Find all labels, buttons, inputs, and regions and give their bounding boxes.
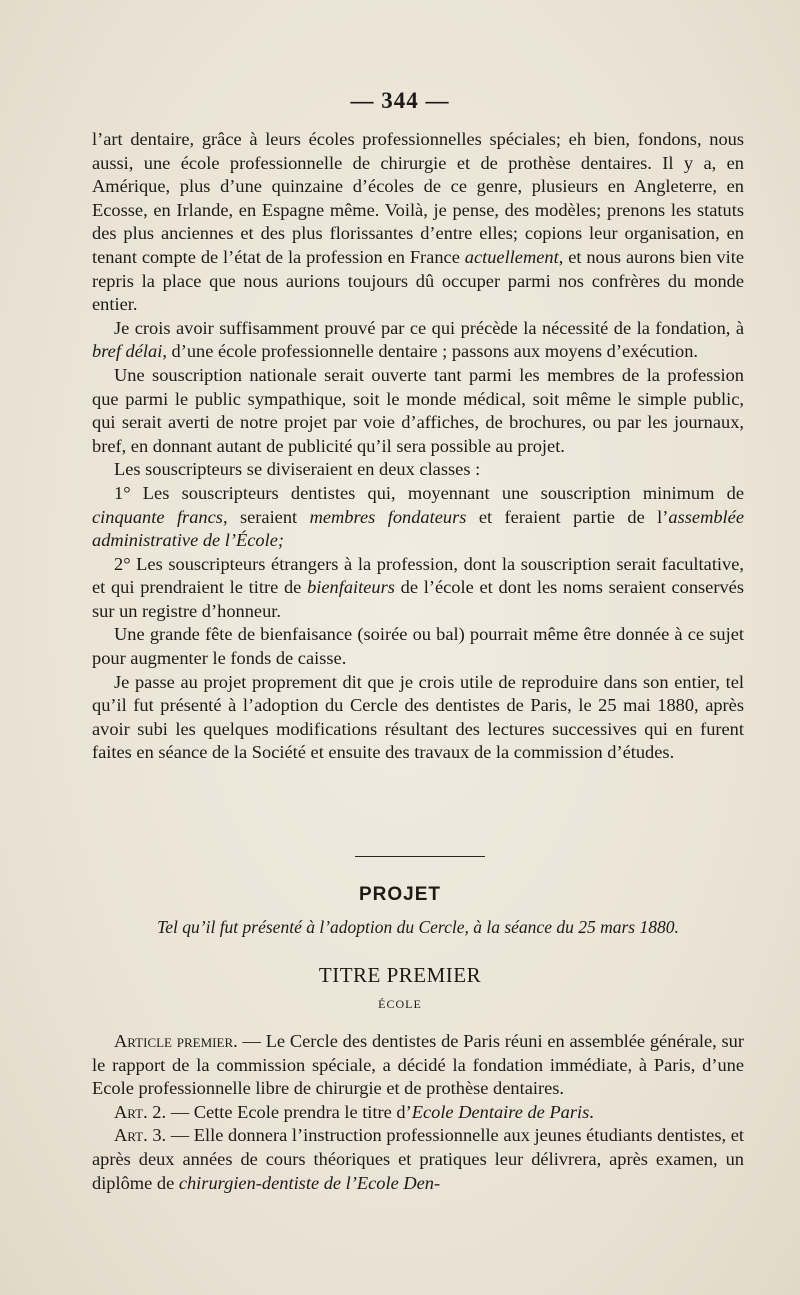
- article: [92, 1101, 744, 1125]
- text-run: , d’une école professionnelle dentaire ; passons aux moyens d’exécution.: [162, 341, 699, 362]
- text-run: Le Cercle des dentistes de Paris réuni en assemblée générale, sur le rapport de la commission spéciale, a décidé la fondation immédiate, à Paris, d’une Ecole professionnelle libre de chirurgie et de prothèse dentaires.: [92, 1031, 744, 1099]
- text-run: Je passe au projet proprement dit que je crois utile de reproduire dans son entier, tel qu’il fut présenté à l’adoption du Cercle des dentistes de Paris, le 25 mai 1880, après avoir subi les quelques modifications résultant des lectures successives qui en furent faites en séance de la Société et ensuite des travaux de la commission d’études.: [92, 671, 744, 763]
- text-run: Une souscription nationale serait ouverte tant parmi les membres de la profession que parmi le public sympathique, soit le monde médical, soit même le simple public, qui serait averti de notre projet par voie d’affiches, de brochures, ou par les journaux, bref, en donnant autant de publicité qu’il sera possible au projet.: [92, 364, 744, 456]
- text-run: de l’école et dont les noms seraient conservés sur un registre d’honneur.: [92, 577, 744, 621]
- paragraph: [92, 553, 744, 624]
- text-run: l’art dentaire, grâce à leurs écoles professionnelles spéciales; eh bien, fondons, nous aussi, une école professionnelle de chirurgie et de prothèse dentaires. Il y a, en Amérique, plus d’une quinzaine d’écoles de ce genre, plusieurs en Angleterre, en Ecosse, en Irlande, en Espagne même. Voilà, je pense, des modèles; prenons les statuts des plus anciennes et des plus florissantes d’entre elles; copions leur organisation, en tenant compte de l’état de la profession en France: [92, 129, 744, 267]
- article-separator: —: [166, 1101, 194, 1122]
- italic-text: Ecole Dentaire de Paris: [411, 1101, 590, 1122]
- text-run: , seraient: [222, 506, 310, 527]
- paragraph: [92, 623, 744, 670]
- articles: [92, 1030, 744, 1195]
- text-run: 2° Les souscripteurs étrangers à la profession, dont la souscription serait facultative, et qui prendraient le titre de: [92, 553, 744, 598]
- text-run: Elle donnera l’instruction professionnelle aux jeunes étudiants dentistes, et après deux années de cours théoriques et pratiques leur délivrera, après examen, un diplôme de: [92, 1125, 744, 1193]
- italic-text: membres fondateurs: [309, 506, 467, 527]
- paragraph: [92, 458, 744, 482]
- page-number: — 344 —: [350, 88, 450, 113]
- italic-text: actuellement: [464, 246, 559, 267]
- section-divider: [355, 856, 485, 857]
- text-run: .: [589, 1101, 594, 1122]
- text-run: Les souscripteurs se diviseraient en deux classes :: [114, 459, 481, 480]
- text-run: Je crois avoir suffisamment prouvé par ce qui précède la nécessité de la fondation, à: [114, 317, 744, 338]
- titre-heading: TITRE PREMIER: [318, 963, 482, 987]
- text-run: et feraient partie de l’: [466, 506, 669, 527]
- projet-subtitle: Tel qu’il fut présenté à l’adoption du Cercle, à la séance du 25 mars 1880.: [157, 917, 679, 937]
- paragraph: [92, 482, 744, 553]
- paragraph: [92, 128, 744, 317]
- section-heading: ÉCOLE: [378, 997, 422, 1011]
- text-run: 1° Les souscripteurs dentistes qui, moyennant une souscription minimum de: [114, 482, 744, 503]
- italic-text: chirurgien-dentiste de l’Ecole Den-: [178, 1172, 441, 1193]
- text-run: Cette Ecole prendra le titre d’: [193, 1101, 412, 1122]
- text-run: Une grande fête de bienfaisance (soirée ou bal) pourrait même être donnée à ce sujet pour augmenter le fonds de caisse.: [92, 624, 744, 669]
- article-separator: . —: [233, 1031, 266, 1051]
- italic-text: cinquante francs: [92, 506, 223, 527]
- paragraph: [92, 671, 744, 765]
- projet-heading: PROJET: [358, 884, 442, 905]
- italic-text: assemblée administrative de l’École;: [92, 506, 744, 551]
- text-run: , et nous aurons bien vite repris la place que nous aurions toujours dû occuper parmi nos confrères du monde entier.: [92, 246, 744, 315]
- article-label: Art. 3.: [114, 1125, 167, 1146]
- italic-text: bienfaiteurs: [307, 577, 395, 598]
- body-text: [92, 128, 744, 765]
- article: [92, 1030, 744, 1101]
- article-label: Art. 2.: [114, 1101, 167, 1122]
- paragraph: [92, 364, 744, 458]
- article-separator: —: [166, 1125, 194, 1146]
- paragraph: [92, 317, 744, 364]
- article-label: Article premier: [114, 1031, 234, 1051]
- italic-text: bref délai: [92, 341, 163, 362]
- article: [92, 1124, 744, 1195]
